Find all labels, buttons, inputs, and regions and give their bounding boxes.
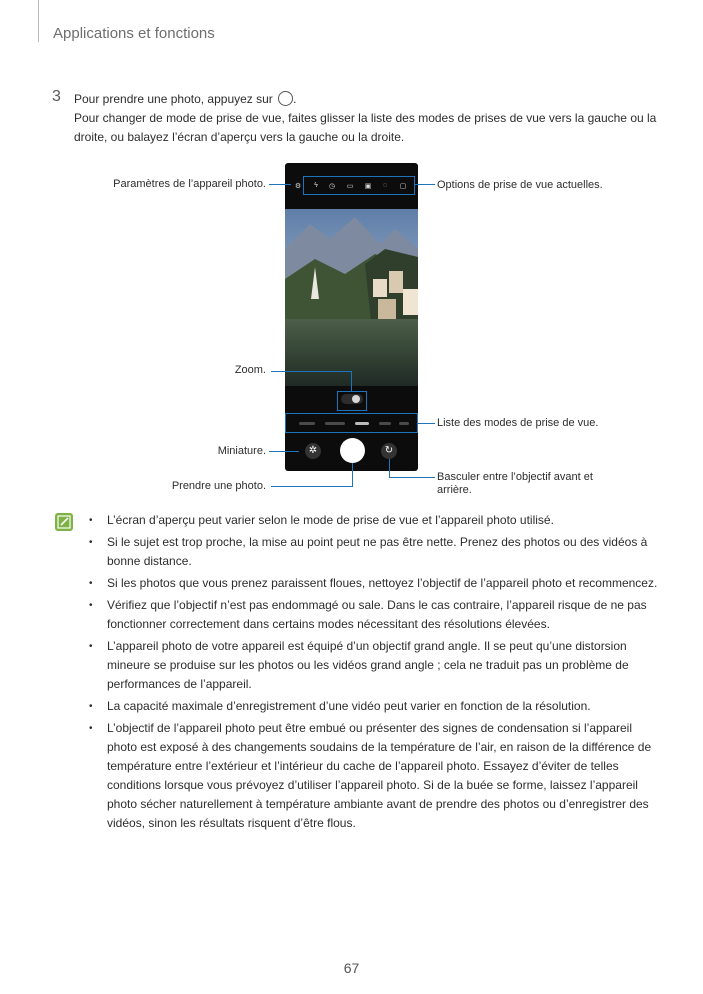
gear-icon: ⚙ (294, 183, 302, 190)
zoom-callout-line-vertical (351, 371, 352, 392)
note-item: • Vérifiez que l’objectif n’est pas endommagé ou sale. Dans le cas contraire, l’appareil risque de ne pas fonctionner correctement dans certains modes nécessitant des résolutions élevées. (87, 596, 662, 634)
zoom-callout-line (271, 371, 352, 372)
thumbnail-icon[interactable]: ✲ (305, 443, 321, 459)
step-line-1 (74, 90, 664, 109)
step-line-1-text: Pour prendre une photo, appuyez sur (74, 92, 273, 106)
page-number: 67 (343, 960, 360, 976)
settings-callout-line (269, 184, 291, 185)
pencil-glyph (55, 513, 73, 531)
pencil-note-icon (55, 513, 73, 531)
note-item: • La capacité maximale d’enregistrement d’une vidéo peut varier en fonction de la résolution. (87, 697, 662, 716)
header-divider (38, 0, 39, 42)
callout-switch-camera: Basculer entre l’objectif avant et arrière. (437, 471, 593, 496)
shutter-callout-line-vertical (352, 463, 353, 487)
step-instructions (74, 90, 664, 147)
callout-thumbnail: Miniature. (217, 445, 266, 457)
zoom-highlight (337, 391, 367, 411)
switch-camera-icon[interactable]: ↻ (381, 443, 397, 459)
note-item: • L’écran d’aperçu peut varier selon le mode de prise de vue et l’appareil photo utilisé. (87, 511, 662, 530)
note-item: • Si le sujet est trop proche, la mise au point peut ne pas être nette. Prenez des photos ou des vidéos à bonne distance. (87, 533, 662, 571)
step-line-2: Pour changer de mode de prise de vue, faites glisser la liste des modes de prises de vue vers la gauche ou la droite, ou balayez l’écran d’aperçu vers la gauche ou la droite. (74, 111, 657, 144)
thumbnail-callout-line (269, 451, 299, 452)
page-header-title: Applications et fonctions (53, 25, 215, 42)
flash-icon: ϟ (314, 182, 318, 189)
current-options-highlight (303, 176, 415, 195)
switch-callout-line (389, 477, 435, 478)
step-number: 3 (52, 88, 61, 105)
options-callout-line (415, 184, 435, 185)
step-line-1-end: . (293, 92, 297, 106)
note-item: • Si les photos que vous prenez paraissent floues, nettoyez l’objectif de l’appareil photo et recommencez. (87, 574, 662, 593)
shutter-button[interactable] (340, 438, 365, 463)
callout-zoom: Zoom. (234, 364, 266, 376)
callout-current-options: Options de prise de vue actuelles. (437, 179, 603, 191)
timer-icon: ◷ (328, 183, 336, 190)
notes-list (87, 511, 662, 836)
filter-icon: ◌ (382, 182, 388, 189)
mode-list-highlight (285, 413, 418, 433)
callout-take-photo: Prendre une photo. (171, 480, 266, 492)
callout-camera-settings: Paramètres de l’appareil photo. (113, 178, 266, 190)
note-item: • L’appareil photo de votre appareil est équipé d’un objectif grand angle. Il se peut qu’une distorsion mineure se produise sur les photos ou les vidéos grand angle ; cela ne traduit pas un problème de performances de l’appareil. (87, 637, 662, 694)
callout-mode-list: Liste des modes de prise de vue. (437, 417, 599, 429)
aspect-ratio-icon: ▭ (346, 183, 354, 190)
motion-photo-icon: ▣ (364, 183, 372, 190)
shutter-circle-icon (278, 91, 293, 106)
note-item: • L’objectif de l’appareil photo peut être embué ou présenter des signes de condensation si l’appareil photo est exposé à des changements soudains de la température de l’air, en raison de la différence de température entre l’extérieur et l’intérieur du cache de l’appareil photo. Essayez d’éviter de telles conditions lorsque vous prévoyez d’utiliser l’appareil photo. Si de la buée se forme, laissez l’appareil photo sécher naturellement à température ambiante avant de prendre des photos ou d’enregistrer des vidéos, sinon les résultats risquent d’être flous. (87, 719, 662, 833)
shutter-callout-line (271, 486, 353, 487)
preview-photo (285, 209, 418, 386)
more-options-icon: ▢ (399, 183, 407, 190)
mode-list-callout-line (418, 423, 435, 424)
switch-callout-line-vertical (389, 459, 390, 477)
